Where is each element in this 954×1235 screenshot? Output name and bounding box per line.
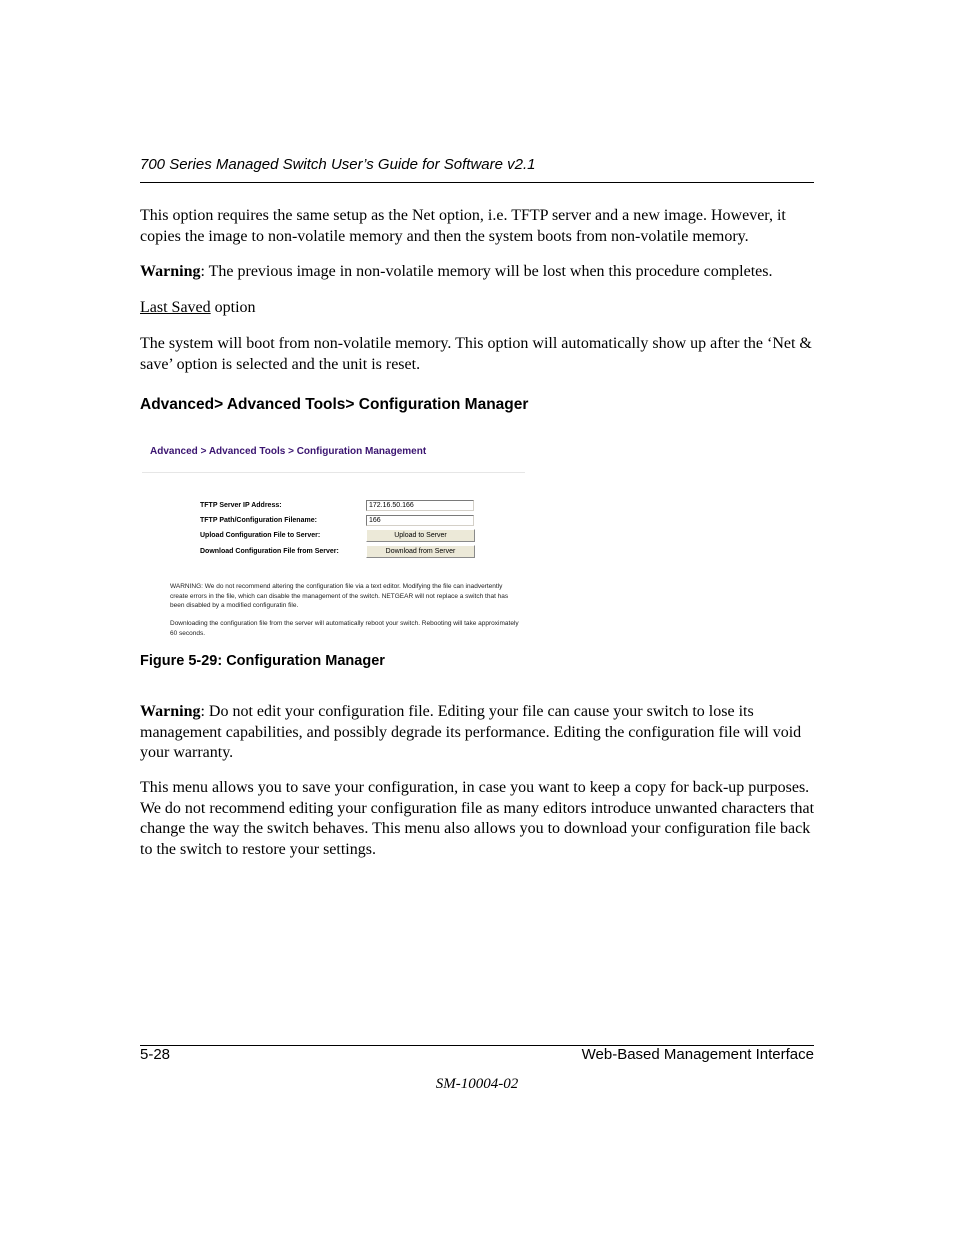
last-saved-suffix: option [210,299,256,316]
upload-label: Upload Configuration File to Server: [200,532,321,539]
footer-section: Web-Based Management Interface [581,1046,814,1063]
paragraph-net-save: This option requires the same setup as the Net option, i.e. TFTP server and a new image. However, it copies the image to non-volatile memory and then the system boots from non-volatile memory. [140,207,786,245]
figure-breadcrumb: Advanced > Advanced Tools > Configuration Management [150,446,427,457]
figure-warning-note: WARNING: We do not recommend altering the configuration file via a text editor. Modifying the file can inadvertently create errors in the file, which can disable the management of the switch. NETGEAR will not replace a switch that has been disabled by a modified configuratin file. [170,583,509,609]
paragraph-config-menu: This menu allows you to save your configuration, in case you want to keep a copy for back-up purposes. We do not recommend editing your configuration file as many editors introduce unwanted characters that change the way the switch behaves. This menu also allows you to download your configuration file back to the switch to restore your settings. [140,779,815,858]
warning-paragraph-1 [140,262,820,283]
warning-paragraph-2 [140,702,820,764]
configuration-manager-screenshot [142,440,525,640]
tftp-ip-label: TFTP Server IP Address: [200,502,282,509]
warning-label: Warning [140,263,201,280]
paragraph-last-saved: The system will boot from non-volatile memory. This option will automatically show up after the ‘Net & save’ option is selected and the unit is reset. [140,335,812,373]
document-id: SM-10004-02 [435,1076,519,1092]
figure-divider [142,472,525,473]
config-path-input[interactable]: 166 [366,515,474,526]
tftp-ip-input[interactable]: 172.16.50.166 [366,500,474,511]
figure-reboot-note: Downloading the configuration file from the server will automatically reboot your switch. Rebooting will take approximately 60 seconds. [170,620,519,637]
header-rule [140,182,814,183]
page-number: 5-28 [140,1046,171,1063]
figure-caption: Figure 5-29: Configuration Manager [140,653,385,669]
last-saved-option [140,298,820,319]
download-label: Download Configuration File from Server: [200,548,339,555]
warning-label: Warning [140,703,201,720]
last-saved-term: Last Saved [140,299,211,316]
upload-to-server-button[interactable]: Upload to Server [366,529,475,542]
warning-text: : Do not edit your configuration file. Editing your file can cause your switch to lose its management capabilities, and possibly degrade its performance. Editing the configuration file will void your warranty. [140,703,802,761]
section-heading: Advanced> Advanced Tools> Configuration Manager [140,396,529,413]
running-header: 700 Series Managed Switch User’s Guide for Software v2.1 [140,156,536,173]
warning-text: : The previous image in non-volatile memory will be lost when this procedure completes. [200,263,773,280]
config-path-label: TFTP Path/Configuration Filename: [200,517,317,524]
download-from-server-button[interactable]: Download from Server [366,545,475,558]
